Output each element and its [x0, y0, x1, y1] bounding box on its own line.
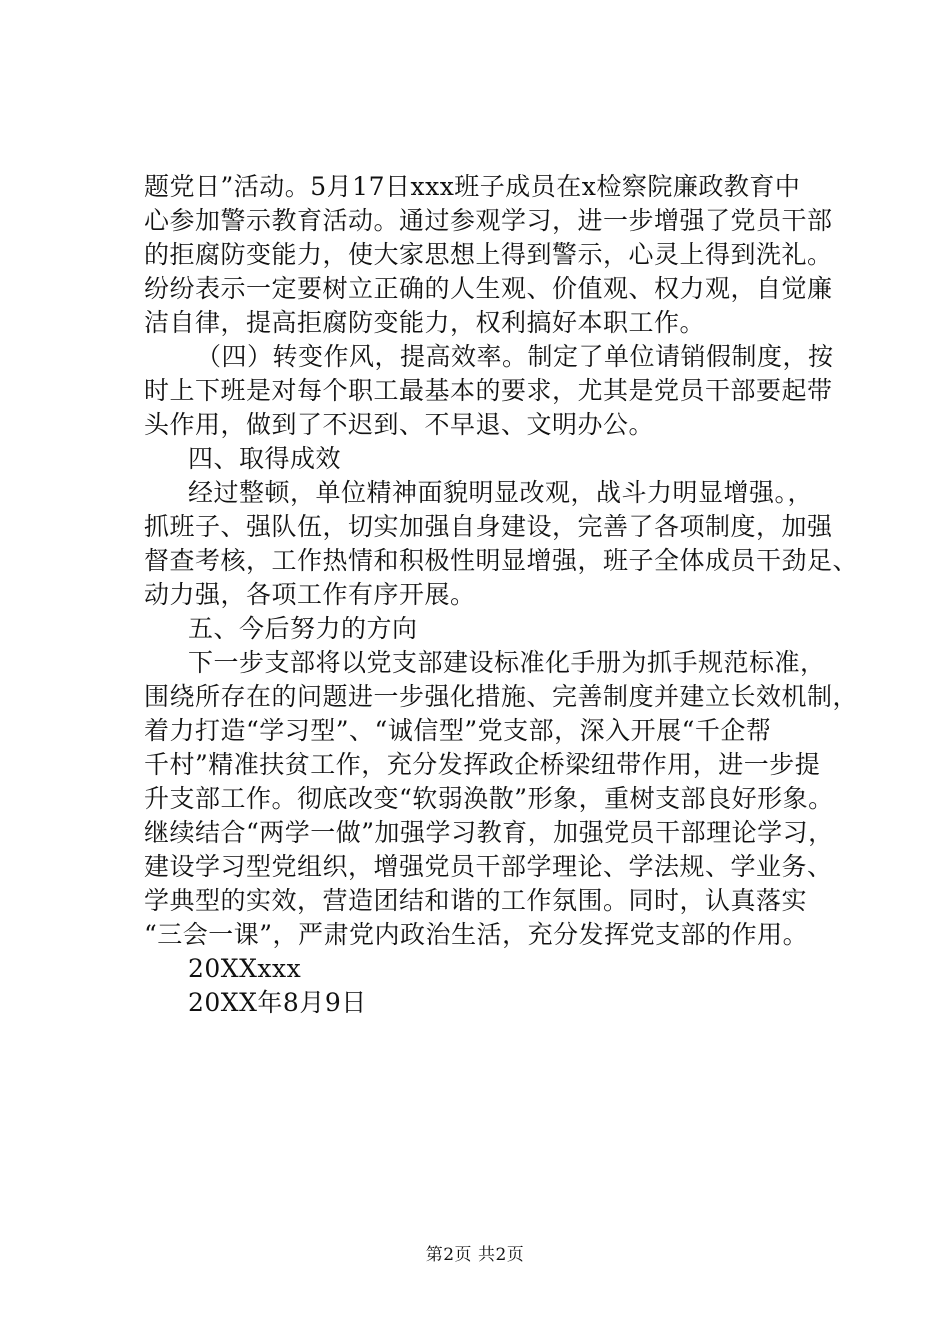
text-line: 着力打造“学习型”、“诚信型”党支部，深入开展“千企帮 — [144, 716, 772, 745]
text-line: 动力强，各项工作有序开展。 — [144, 580, 476, 609]
text-line: 题党日”活动。5月17日xxx班子成员在x检察院廉政教育中 — [144, 172, 801, 201]
text-line: 升支部工作。彻底改变“软弱涣散”形象，重树支部良好形象。 — [144, 784, 834, 813]
text-line: 千村”精准扶贫工作，充分发挥政企桥梁纽带作用，进一步提 — [144, 750, 821, 779]
text-line: 继续结合“两学一做”加强学习教育，加强党员干部理论学习， — [144, 818, 834, 847]
text-line: 围绕所存在的问题进一步强化措施、完善制度并建立长效机制， — [144, 682, 859, 711]
signature-line: 20XXxxx — [188, 954, 302, 983]
text-line: 时上下班是对每个职工最基本的要求，尤其是党员干部要起带 — [144, 376, 833, 405]
text-line: 督查考核，工作热情和积极性明显增强，班子全体成员干劲足、 — [144, 546, 859, 575]
page-number: 第2页 共2页 — [425, 1245, 525, 1265]
text-line: 学典型的实效，营造团结和谐的工作氛围。同时，认真落实 — [144, 886, 808, 915]
text-line: 抓班子、强队伍，切实加强自身建设，完善了各项制度，加强 — [144, 512, 833, 541]
text-line: “三会一课”，严肃党内政治生活，充分发挥党支部的作用。 — [144, 920, 809, 949]
text-line: （四）转变作风，提高效率。制定了单位请销假制度，按 — [196, 342, 834, 371]
text-line: 经过整顿，单位精神面貌明显改观，战斗力明显增强。， — [188, 478, 814, 507]
section-heading: 五、今后努力的方向 — [188, 614, 418, 643]
text-line: 建设学习型党组织，增强党员干部学理论、学法规、学业务、 — [144, 852, 833, 881]
text-line: 的拒腐防变能力，使大家思想上得到警示，心灵上得到洗礼。 — [144, 240, 833, 269]
document-body — [144, 170, 859, 1020]
date-line: 20XX年8月9日 — [188, 988, 367, 1017]
text-line: 心参加警示教育活动。通过参观学习，进一步增强了党员干部 — [144, 206, 833, 235]
text-line: 头作用，做到了不迟到、不早退、文明办公。 — [144, 410, 655, 439]
text-line: 洁自律，提高拒腐防变能力，权利搞好本职工作。 — [144, 308, 706, 337]
section-heading: 四、取得成效 — [188, 444, 342, 473]
text-line: 下一步支部将以党支部建设标准化手册为抓手规范标准， — [188, 648, 826, 677]
text-line: 纷纷表示一定要树立正确的人生观、价值观、权力观，自觉廉 — [144, 274, 833, 303]
